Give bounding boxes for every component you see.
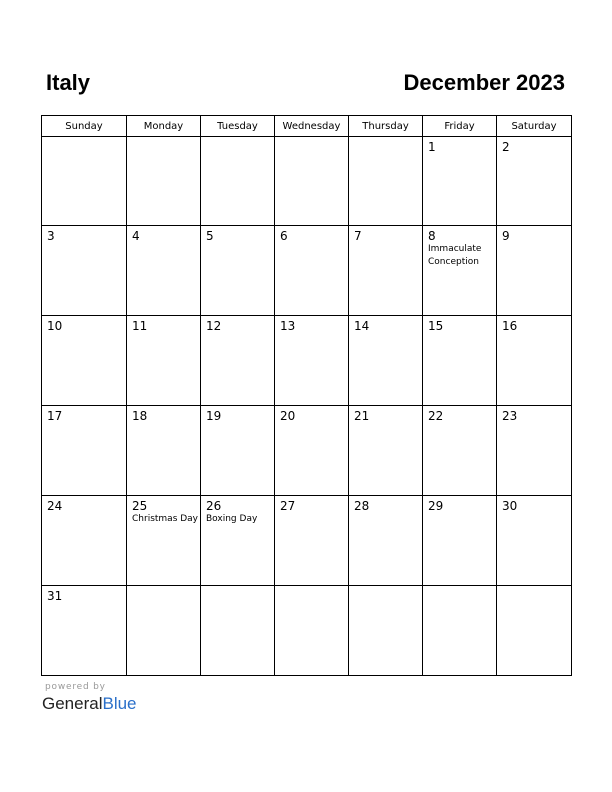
weekday-header: Saturday	[497, 116, 572, 137]
week-row	[42, 406, 572, 496]
day-number: 13	[280, 319, 296, 333]
weekday-header: Wednesday	[275, 116, 349, 137]
day-cell[interactable]	[423, 226, 497, 316]
day-number: 20	[280, 409, 296, 423]
day-cell[interactable]	[201, 226, 275, 316]
day-number: 31	[47, 589, 63, 603]
brand-text-general: General	[42, 694, 103, 713]
day-number: 15	[428, 319, 444, 333]
day-cell[interactable]	[423, 316, 497, 406]
day-cell[interactable]	[201, 586, 275, 676]
day-cell[interactable]	[201, 406, 275, 496]
holiday-label: Christmas Day	[132, 514, 199, 524]
weekday-header: Friday	[423, 116, 497, 137]
day-number: 8	[428, 229, 436, 243]
day-number: 19	[206, 409, 222, 423]
day-cell[interactable]	[127, 316, 201, 406]
brand-logo	[42, 694, 137, 714]
week-row	[42, 316, 572, 406]
day-cell[interactable]	[201, 137, 275, 226]
day-number: 2	[502, 140, 510, 154]
day-cell[interactable]	[423, 406, 497, 496]
day-cell[interactable]	[275, 226, 349, 316]
day-cell[interactable]	[349, 406, 423, 496]
day-number: 21	[354, 409, 370, 423]
day-number: 28	[354, 499, 370, 513]
day-cell[interactable]	[201, 316, 275, 406]
day-number: 24	[47, 499, 63, 513]
day-number: 17	[47, 409, 63, 423]
day-number: 1	[428, 140, 436, 154]
day-cell[interactable]	[497, 406, 572, 496]
weekday-header-row	[42, 116, 572, 137]
weekday-header: Thursday	[349, 116, 423, 137]
day-cell[interactable]	[42, 316, 127, 406]
day-number: 25	[132, 499, 148, 513]
day-number: 26	[206, 499, 222, 513]
weekday-header: Sunday	[42, 116, 127, 137]
day-cell[interactable]	[275, 316, 349, 406]
day-cell[interactable]	[42, 496, 127, 586]
day-number: 12	[206, 319, 222, 333]
country-title: Italy	[46, 70, 91, 95]
day-number: 11	[132, 319, 148, 333]
day-cell[interactable]	[127, 137, 201, 226]
day-number: 7	[354, 229, 362, 243]
holiday-label: Boxing Day	[206, 514, 258, 524]
calendar-grid	[41, 115, 572, 676]
day-number: 5	[206, 229, 214, 243]
day-cell[interactable]	[127, 496, 201, 586]
day-cell[interactable]	[349, 586, 423, 676]
day-cell[interactable]	[42, 226, 127, 316]
weekday-header: Monday	[127, 116, 201, 137]
day-cell[interactable]	[349, 137, 423, 226]
day-cell[interactable]	[349, 316, 423, 406]
day-cell[interactable]	[349, 226, 423, 316]
day-cell[interactable]	[497, 586, 572, 676]
day-cell[interactable]	[127, 226, 201, 316]
day-number: 16	[502, 319, 518, 333]
weekday-header: Tuesday	[201, 116, 275, 137]
day-number: 6	[280, 229, 288, 243]
day-number: 3	[47, 229, 55, 243]
day-cell[interactable]	[497, 137, 572, 226]
day-cell[interactable]	[201, 496, 275, 586]
day-number: 10	[47, 319, 63, 333]
week-row	[42, 496, 572, 586]
week-row	[42, 586, 572, 676]
day-cell[interactable]	[127, 406, 201, 496]
month-year-title: December 2023	[403, 70, 565, 95]
day-number: 22	[428, 409, 444, 423]
day-number: 18	[132, 409, 148, 423]
day-cell[interactable]	[349, 496, 423, 586]
brand-text-blue: Blue	[102, 694, 137, 713]
day-number: 30	[502, 499, 518, 513]
day-cell[interactable]	[42, 137, 127, 226]
day-cell[interactable]	[275, 586, 349, 676]
day-number: 14	[354, 319, 370, 333]
day-cell[interactable]	[127, 586, 201, 676]
day-cell[interactable]	[423, 586, 497, 676]
day-number: 9	[502, 229, 510, 243]
day-cell[interactable]	[423, 496, 497, 586]
day-number: 4	[132, 229, 140, 243]
day-number: 27	[280, 499, 296, 513]
day-cell[interactable]	[497, 496, 572, 586]
day-number: 23	[502, 409, 518, 423]
day-cell[interactable]	[497, 226, 572, 316]
powered-by-text: powered by	[45, 682, 106, 692]
calendar-weeks	[42, 137, 572, 676]
holiday-label: Immaculate Conception	[428, 244, 482, 267]
week-row	[42, 137, 572, 226]
day-cell[interactable]	[275, 406, 349, 496]
day-cell[interactable]	[275, 496, 349, 586]
day-number: 29	[428, 499, 444, 513]
day-cell[interactable]	[497, 316, 572, 406]
week-row	[42, 226, 572, 316]
day-cell[interactable]	[42, 586, 127, 676]
day-cell[interactable]	[423, 137, 497, 226]
day-cell[interactable]	[275, 137, 349, 226]
day-cell[interactable]	[42, 406, 127, 496]
